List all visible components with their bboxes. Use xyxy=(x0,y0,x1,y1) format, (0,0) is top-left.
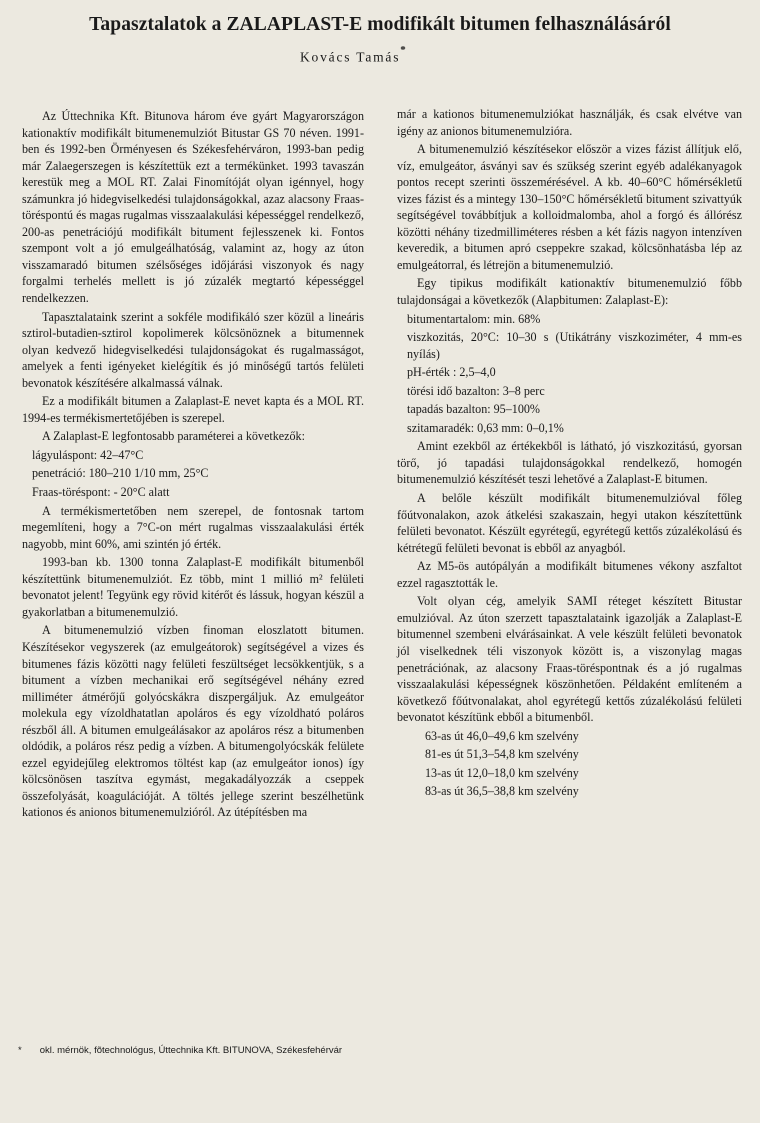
road-section-item: 81-es út 51,3–54,8 km szelvény xyxy=(425,747,579,762)
road-section-item: 83-as út 36,5–38,8 km szelvény xyxy=(425,784,579,799)
footnote xyxy=(18,1045,342,1056)
paragraph: A bitumenemulzió vízben finoman eloszlatott bitumen. Készítésekor vegyszerek (az emulgeátorok) segítségével a vizes és bitumenes fázis közötti nagy felületi feszültséget lecsökkentjük, s a bitument a vízben mechanikai erő segítségével néhány ezred milliméter átmérőjű golyócskákra diszpergáljuk. Az emulgeátor molekula egy vízoldhatatlan apoláros és egy vízoldható poláros részből áll. A bitumen emulgeálásakor az apoláros rész a bitumenben oldódik, a poláros rész pedig a vízben. A bitumengolyócskák felülete ezzel egyidejűleg elektromos töltést kap (az emulgeátor ionos) így kölcsönösen taszítva egymást, megakadályozzák a cseppek összefolyását, koagulációját. A töltés jellege szerint beszélhetünk kationos és anionos bitumenemulzióról. Az útépítésben ma xyxy=(22,623,364,820)
property-item: bitumentartalom: min. 68% xyxy=(407,311,541,326)
right-column xyxy=(397,106,742,800)
paragraph: Ez a modifikált bitumen a Zalaplast-E nevet kapta és a MOL RT. 1994-es termékismertetőjében is szerepel. xyxy=(22,394,364,425)
article-title: Tapasztalatok a ZALAPLAST-E modifikált bitumen felhasználásáról xyxy=(89,14,671,35)
parameter-item: Fraas-töréspont: - 20°C alatt xyxy=(32,485,170,500)
footnote-mark: * xyxy=(18,1045,22,1056)
author-text: Kovács Tamás xyxy=(300,49,401,65)
property-item: viszkozitás, 20°C: 10–30 s (Utikátrány viszkoziméter, 4 mm-es nyílás) xyxy=(407,330,742,361)
paragraph: már a kationos bitumenemulziókat használják, és csak elvétve van igény az anionos bitumenemulzióra. xyxy=(397,107,742,138)
paragraph: Volt olyan cég, amelyik SAMI réteget készített Bitustar emulzióval. Az úton szerzett tapasztalataink igazolják a Zalaplast-E bitumennel szembeni elvárásainkat. A vele készült felületi bevonatok jól viselkednek téli viszonyok között is, a viszonylag magas penetrációnak, az alacsony Fraas-töréspontnak és a jó rugalmas visszaalakulási képességnek köszönhetően. Példaként említeném a következő főútvonalakat, ahol egyrétegű kettős zúzalékolású felületi bevonatot készítünk ebből a bitumenből. xyxy=(397,594,742,725)
paragraph: A belőle készült modifikált bitumenemulzióval főleg főútvonalakon, azok átkelési szakaszain, hegyi utakon készítettünk felületi bevonatot. Készült egyrétegű, egyrétegű kettős zúzalékolású és kétrétegű felületi bevonat is ebből az anyagból. xyxy=(397,491,742,555)
paragraph: Az Úttechnika Kft. Bitunova három éve gyárt Magyarországon kationaktív modifikált bitumenemulziót Bitustar GS 70 néven. 1991-ben és 1992-ben Örményesen és Székesfehérváron, 1993-ban pedig már Zalaegerszegen is készítettük ezt a termékünket. 1993 tavaszán kerestük meg a MOL RT. Zalai Finomítóját olyan igénnyel, hogy számunkra jó hidegviselkedési tulajdonságokkal, azaz alacsony Fraas-töréspontú és magas rugalmas visszaalakulási képességgel rendelkező, 200-as penetrációjú modifikált bitument fejlesszenek ki. Fontos szempont volt a jó emulgeálhatóság, valamint az, hogy az úton visszamaradó bitumen szélsőséges időjárási viszonyok és nagy forgalmi terhelés mellett is jó zúzalék megtartó képességgel rendelkezzen. xyxy=(22,109,364,306)
paragraph: A termékismertetőben nem szerepel, de fontosnak tartom megemlíteni, hogy a 7°C-on mért rugalmas visszaalakulási érték nagyobb, mint 60%, ami szintén jó érték. xyxy=(22,503,364,551)
paragraph: Az M5-ös autópályán a modifikált bitumenes vékony aszfaltot ezzel ragasztották le. xyxy=(397,559,742,590)
paragraph: Amint ezekből az értékekből is látható, jó viszkozitású, gyorsan törő, jó tapadási tulajdonságokkal rendelkező, homogén bitumenemulzió készítését teszi lehetővé a Zalaplast-E bitumen. xyxy=(397,439,742,487)
property-item: tapadás bazalton: 95–100% xyxy=(407,402,540,417)
footnote-text: okl. mérnök, fõtechnológus, Úttechnika Kft. BITUNOVA, Székesfehérvár xyxy=(39,1045,343,1056)
property-item: pH-érték : 2,5–4,0 xyxy=(407,365,496,380)
author-footnote-mark: * xyxy=(400,44,406,56)
parameter-item: penetráció: 180–210 1/10 mm, 25°C xyxy=(32,466,209,481)
left-column xyxy=(22,108,364,821)
road-section-item: 13-as út 12,0–18,0 km szelvény xyxy=(425,765,579,780)
paragraph: A Zalaplast-E legfontosabb paraméterei a következők: xyxy=(42,429,305,444)
paragraph: Egy tipikus modifikált kationaktív bitumenemulzió főbb tulajdonságai a következők (Alapbitumen: Zalaplast-E): xyxy=(397,276,742,308)
road-section-item: 63-as út 46,0–49,6 km szelvény xyxy=(425,728,579,743)
paragraph: A bitumenemulzió készítésekor először a vizes fázist állítjuk elő, víz, emulgeátor, ásványi sav és szükség szerint egyéb adalékanyagok pontos recept szerinti összemérésével. A kb. 40–60°C hőmérsékletű vizes fázist és a mintegy 130–150°C hőmérsékletű bitument szivattyúk segítségével továbbítjuk a kolloidmalomba, ahol a forgó és állórész közötti néhány tizedmilliméteres résben a két fázis nagyon intenzíven keveredik, a bitumen apró cseppekre szakad, kölcsönhatásba lép az emulgeátorral, és létrejön a bitumenemulzió. xyxy=(397,142,742,272)
author-name xyxy=(300,44,406,66)
paragraph: 1993-ban kb. 1300 tonna Zalaplast-E modifikált bitumenből készítettünk bitumenemulziót. Ez több, mint 1 millió m² felületi bevonatot jelent! Tegyünk egy rövid kitérőt és lássuk, hogyan készül a gyakorlatban a bitumenemulzió. xyxy=(22,555,364,619)
paragraph: Tapasztalataink szerint a sokféle modifikáló szer közül a lineáris sztirol-butadien-sztirol kopolimerek kölcsönöznek a bitumennek olyan kedvező hidegviselkedési tulajdonságokat és rugalmasságot, amelyek a fenti igényeket kielégítik és jó minőségű tartós felületi bevonatok készítésére alkalmassá válnak. xyxy=(22,309,364,390)
property-item: törési idő bazalton: 3–8 perc xyxy=(407,383,545,398)
property-item: szitamaradék: 0,63 mm: 0–0,1% xyxy=(407,420,564,435)
parameter-item: lágyuláspont: 42–47°C xyxy=(32,447,144,462)
